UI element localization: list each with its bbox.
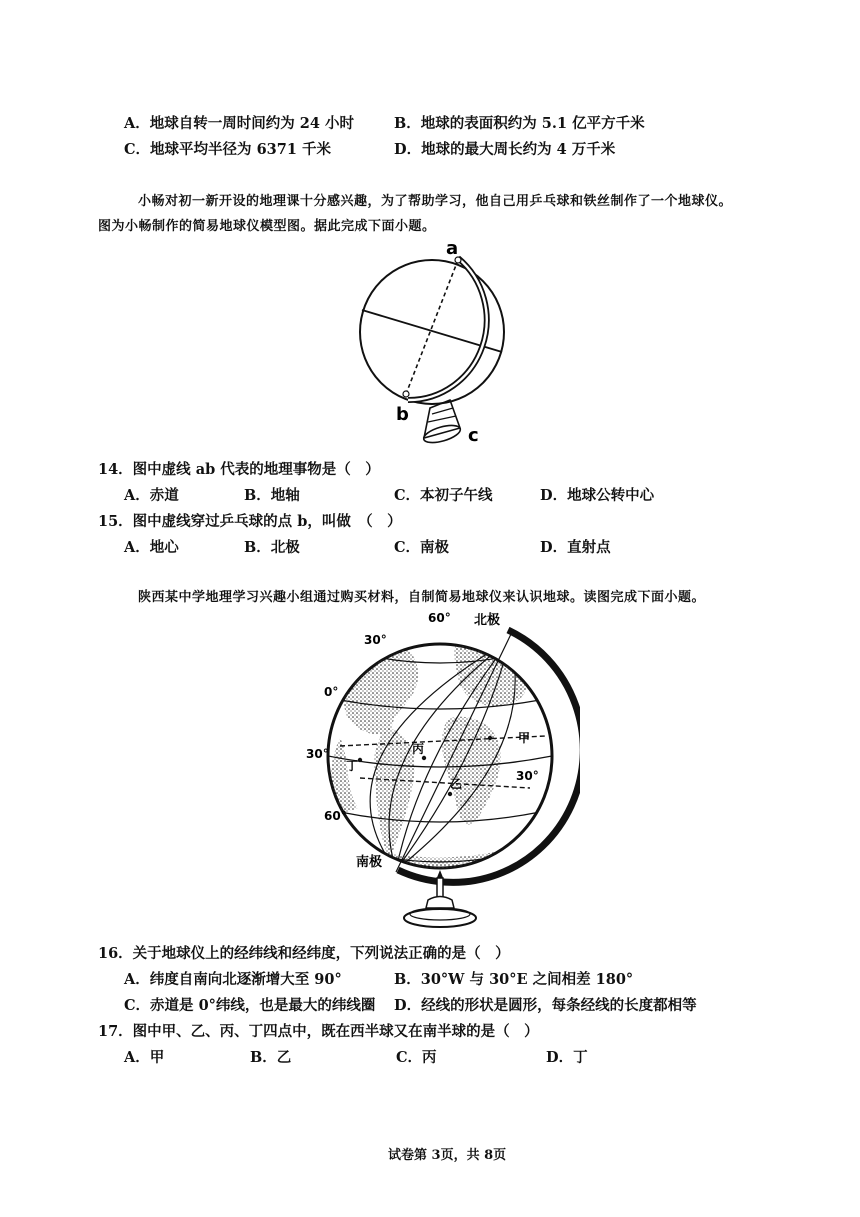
q14-option-a: A．赤道 (124, 487, 179, 504)
q16-option-a: A．纬度自南向北逐渐增大至 90° (124, 971, 342, 988)
point-ding (358, 758, 362, 762)
intro-text-2: 陕西某中学地理学习兴趣小组通过购买材料，自制简易地球仪来认识地球。读图完成下面小题。 (138, 590, 706, 605)
q15-option-b: B．北极 (244, 539, 300, 556)
label-lat-30-top: 30° (364, 633, 387, 647)
question-16-stem: 16．关于地球仪上的经纬线和经纬度，下列说法正确的是（ ） (98, 945, 510, 962)
label-south-pole: 南极 (356, 855, 383, 870)
stand-base (404, 909, 476, 927)
q16-option-d: D．经线的形状是圆形，每条经线的长度都相等 (394, 997, 697, 1014)
label-lon-0: 0° (324, 685, 339, 699)
option-c-top: C．地球平均半径为 6371 千米 (124, 141, 331, 158)
wire-arc-inner (408, 258, 487, 400)
label-lat-30-left: 30° (306, 747, 329, 761)
label-jia: 甲 (518, 731, 531, 745)
stand-collar (426, 897, 454, 909)
q16-option-b: B．30°W 与 30°E 之间相差 180° (394, 971, 634, 988)
question-17-stem: 17．图中甲、乙、丙、丁四点中，既在西半球又在南半球的是（ ） (98, 1023, 539, 1040)
label-bing: 丙 (412, 742, 425, 756)
point-yi (448, 792, 452, 796)
label-north-pole: 北极 (474, 613, 501, 628)
axis-dashed-line (406, 260, 458, 394)
q15-option-c: C．南极 (394, 539, 450, 556)
option-d-top: D．地球的最大周长约为 4 万千米 (394, 141, 616, 158)
q14-option-d: D．地球公转中心 (540, 487, 655, 504)
label-ding: 丁 (346, 759, 359, 773)
label-lon-30-right: 30° (516, 769, 539, 783)
q14-option-b: B．地轴 (244, 487, 300, 504)
q17-option-c: C．丙 (396, 1049, 437, 1066)
simple-globe-figure (340, 240, 540, 445)
option-a-top: A．地球自转一周时间约为 24 小时 (124, 115, 355, 132)
globe-graticule-figure (300, 608, 580, 938)
q17-option-b: B．乙 (250, 1049, 292, 1066)
globe-ball (360, 260, 504, 404)
label-b: b (396, 404, 409, 425)
label-yi: 乙 (450, 777, 463, 791)
page-footer: 试卷第 3页，共 8页 (388, 1148, 507, 1163)
q15-option-a: A．地心 (124, 539, 179, 556)
intro-text-line2: 图为小畅制作的简易地球仪模型图。据此完成下面小题。 (98, 219, 436, 234)
q17-option-d: D．丁 (546, 1049, 588, 1066)
q15-option-d: D．直射点 (540, 539, 611, 556)
question-15-stem: 15．图中虚线穿过乒乓球的点 b，叫做 （ ） (98, 513, 402, 530)
question-14-stem: 14．图中虚线 ab 代表的地理事物是（ ） (98, 461, 380, 478)
option-b-top: B．地球的表面积约为 5.1 亿平方千米 (394, 115, 645, 132)
q14-option-c: C．本初子午线 (394, 487, 493, 504)
point-b (403, 391, 409, 397)
intro-text-line1: 小畅对初一新开设的地理课十分感兴趣，为了帮助学习，他自己用乒乓球和铁丝制作了一个地球仪。 (138, 194, 733, 209)
q17-option-a: A．甲 (124, 1049, 165, 1066)
label-c: c (468, 425, 479, 445)
label-lat-60-top: 60° (428, 611, 451, 625)
point-jia (488, 736, 492, 740)
point-bing (422, 756, 426, 760)
q16-option-c: C．赤道是 0°纬线，也是最大的纬线圈 (124, 997, 376, 1014)
label-lat-60-bottom: 60° (324, 809, 347, 823)
label-a: a (446, 240, 459, 259)
